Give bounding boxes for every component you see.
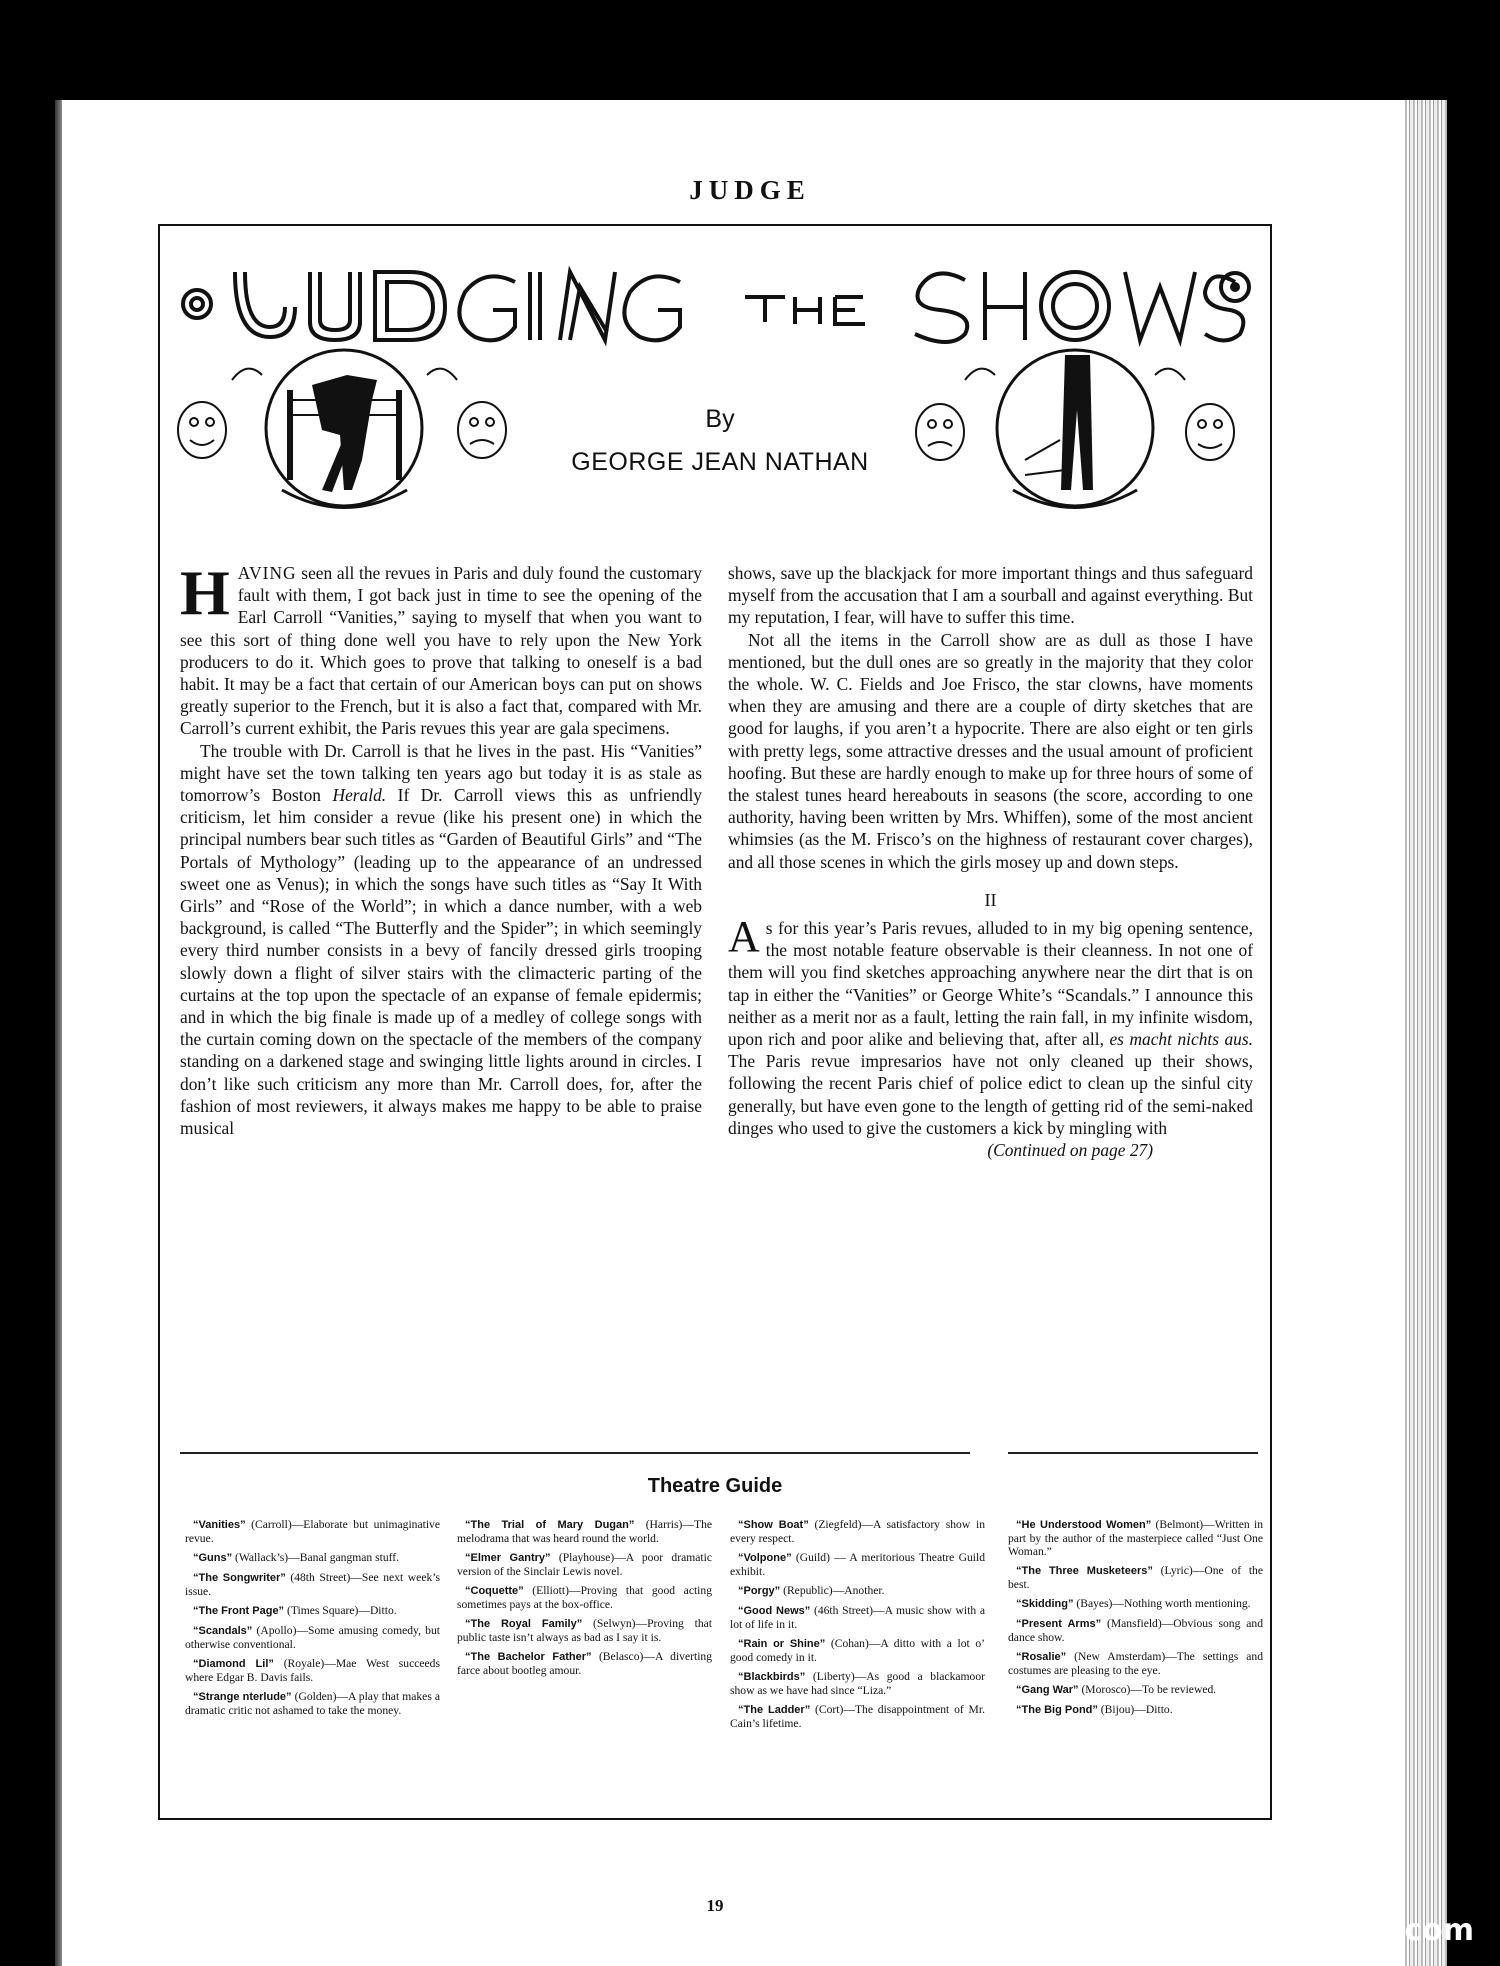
show-note: (46th Street)—A music show with a lot of life in it. [730,1604,985,1631]
article-column-left [180,557,702,1139]
show-title: “Good News” [738,1605,811,1617]
section-number: II [984,889,997,910]
show-title: “Skidding” [1016,1598,1074,1610]
show-note: (Cohan)—A ditto with a lot o’ good comedy in it. [730,1637,985,1664]
guide-entry [457,1617,712,1644]
show-title: “Volpone” [738,1552,792,1564]
byline-by: By [705,405,735,433]
guide-entry [457,1551,712,1578]
show-note: (Guild) — A meritorious Theatre Guild exhibit. [730,1551,985,1578]
show-title: “Gang War” [1016,1684,1079,1696]
paragraph-5-text-b: The Paris revue impresarios have not only cleaned up their shows, following the recent Paris chief of police edict to clean up the sinful city generally, but have even gone to the length of getting rid of the semi-naked dinges who used to give the customers a kick by mingling with [728,1051,1253,1138]
theatre-guide-title: Theatre Guide [647,1475,783,1497]
show-note: (New Amsterdam)—The settings and costumes are pleasing to the eye. [1008,1650,1263,1677]
author-name: GEORGE JEAN NATHAN [571,448,869,476]
guide-entry [1008,1650,1263,1677]
show-note: (Selwyn)—Proving that public taste isn’t always as bad as I say it is. [457,1617,712,1644]
lead-word: AVING [237,563,297,583]
paragraph-2 [180,740,702,1140]
guide-entry [457,1518,712,1545]
show-note: (Royale)—Mae West succeeds where Edgar B. Davis fails. [185,1657,440,1684]
guide-column-2 [457,1518,712,1683]
show-title: “The Big Pond” [1016,1704,1098,1716]
paragraph-2-text-b: If Dr. Carroll views this as unfriendly criticism, let him consider a revue (like his present one) in which the principal numbers bear such titles as “Garden of Beautiful Girls” and “The Portals of Mythology” (leading up to the appearance of an undressed sweet one as Venus); in which the songs have such titles as “Say It With Girls” and “Rose of the World”; in which a dance number, with a web background, is called “The Butterfly and the Spider”; in which seemingly every third number consists in a bevy of fancily dressed girls trooping slowly down a flight of silver stairs with the climacteric parting of the curtains at the top upon the spectacle of an expanse of female epidermis; and in which the big finale is made up of a medley of college songs with the curtain coming down on the spectacle of the members of the company standing on a darkened stage and swinging little lights around in circles. I don’t like such criticism any more than Mr. Carroll does, for, after the fashion of most reviewers, it always makes me happy to be able to praise musical [180,785,702,1139]
show-note: (Elliott)—Proving that good acting sometimes pays at the box-office. [457,1584,712,1611]
article-column-right [728,562,1253,1161]
guide-entry [1008,1703,1263,1717]
paragraph-5-text-a: s for this year’s Paris revues, alluded to in my big opening sentence, the most notable feature observable is their cleanness. In not one of them will you find sketches approaching anywhere near the dirt that is on tap in either the “Vanities” or George White’s “Scandals.” I announce this neither as a merit nor as a fault, letting the rain fall, in my infinite wisdom, upon rich and poor alike and believing that, after all, [728,918,1253,1050]
show-title: “Rain or Shine” [738,1638,826,1650]
guide-column-1 [185,1518,440,1723]
page-number: 19 [706,1896,724,1915]
show-note: (Liberty)—As good a blackamoor show as we have had since “Liza.” [730,1670,985,1697]
show-note: (Morosco)—To be reviewed. [1078,1683,1217,1696]
left-dancers-illustration [172,340,517,525]
guide-entry [730,1518,985,1545]
guide-entry [730,1551,985,1578]
guide-column-3 [730,1518,985,1736]
title-lettering [175,252,1255,352]
show-note: (Bayes)—Nothing worth mentioning. [1073,1597,1251,1610]
guide-entry [1008,1683,1263,1697]
show-note: (Times Square)—Ditto. [284,1604,397,1617]
guide-entry [1008,1564,1263,1591]
paragraph-3: shows, save up the blackjack for more important things and thus safeguard myself from the accusation that I am a sourball and against everything. But my reputation, I fear, will have to suffer this time. [728,563,1253,628]
show-title: “Scandals” [193,1625,253,1637]
show-title: “Vanities” [193,1519,246,1531]
guide-entry [1008,1597,1263,1611]
show-title: “Guns” [193,1552,233,1564]
guide-entry [1008,1617,1263,1644]
show-note: (48th Street)—See next week’s issue. [185,1571,440,1598]
guide-entry [185,1604,440,1618]
show-note: (Harris)—The melodrama that was heard round the world. [457,1518,713,1545]
show-title: “The Royal Family” [465,1618,583,1630]
show-title: “Strange nterlude” [193,1691,292,1703]
show-title: “Blackbirds” [738,1671,806,1683]
continued-note: (Continued on page 27) [987,1140,1153,1161]
show-title: “The Songwriter” [193,1572,286,1584]
guide-column-4 [1008,1518,1263,1723]
show-title: “The Three Musketeers” [1016,1565,1153,1577]
paragraph-4: Not all the items in the Carroll show are as dull as those I have mentioned, but the dull ones are so greatly in the majority that they color the whole. W. C. Fields and Joe Frisco, the star clowns, have moments when they are amusing and there are a couple of dirty sketches that are good for laughs, if you aren’t a hypocrite. There are also eight or ten girls with pretty legs, some attractive dresses and the usual amount of proficient hoofing. But these are hardly enough to make up for three hours of some of the stalest tunes heard hereabouts in seasons (the score, according to one authority, having been written by Mrs. Whiffen), some of the most ancient whimsies (as the M. Frisco’s on the highness of restaurant cover charges), and all those scenes in which the girls mosey up and down steps. [728,629,1253,872]
show-title: “Diamond Lil” [193,1658,274,1670]
guide-entry [730,1670,985,1697]
paragraph-5 [728,912,1253,1139]
show-title: “The Front Page” [193,1605,285,1617]
right-dancers-illustration [905,340,1250,525]
show-note: (Apollo)—Some amusing comedy, but otherwise conventional. [185,1624,440,1651]
guide-entry [457,1584,712,1611]
show-title: “Show Boat” [738,1519,809,1531]
show-title: “The Trial of Mary Dugan” [465,1519,635,1531]
guide-entry [457,1650,712,1677]
show-note: (Bijou)—Ditto. [1097,1703,1173,1716]
divider-rule-right [1008,1452,1258,1454]
show-note: (Cort)—The disappointment of Mr. Cain’s lifetime. [730,1703,985,1730]
byline [540,405,900,477]
paragraph-1-text: seen all the revues in Paris and duly found the customary fault with them, I got back just in time to see the opening of the Earl Carroll “Vanities,” saying to myself that when you want to see this sort of thing done well you have to rely upon the New York producers to do it. Which goes to prove that talking to oneself is a bad habit. It may be a fact that certain of our American boys can put on shows greatly superior to the French, but it is also a fact that, compared with Mr. Carroll’s current exhibit, the Paris revues this year are gala specimens. [180,563,702,739]
show-title: “Porgy” [738,1585,781,1597]
show-title: “The Bachelor Father” [465,1651,592,1663]
show-note: (Mansfield)—Obvious song and dance show. [1008,1617,1263,1644]
show-title: “Rosalie” [1016,1651,1067,1663]
guide-entry [185,1657,440,1684]
show-note: (Playhouse)—A poor dramatic version of the Sinclair Lewis novel. [457,1551,712,1578]
show-note: (Republic)—Another. [780,1584,885,1597]
show-note: (Belasco)—A diverting farce about bootleg amour. [457,1650,713,1677]
show-note: (Lyric)—One of the best. [1008,1564,1263,1591]
paragraph-2-text-a: The trouble with Dr. Carroll is that he lives in the past. His “Vanities” might have set the town talking ten years ago but today it is as stale as tomorrow’s Boston [180,740,702,806]
guide-entry [1008,1518,1263,1558]
guide-entry [185,1551,440,1565]
show-note: (Ziegfeld)—A satisfactory show in every respect. [730,1518,985,1545]
guide-entry [185,1690,440,1717]
show-note: (Belmont)—Written in part by the author of the masterpiece called “Just One Woman.” [1008,1518,1263,1558]
show-title: “Elmer Gantry” [465,1552,551,1564]
paragraph-5-italic: es macht nichts aus. [1109,1029,1253,1050]
guide-entry [185,1571,440,1598]
guide-entry [730,1604,985,1631]
watermark-text: comicbooks.com [1194,1913,1474,1948]
show-note: (Golden)—A play that makes a dramatic critic not ashamed to take the money. [185,1690,441,1717]
divider-rule [180,1452,970,1454]
drop-cap-2: A [728,912,760,962]
guide-entry [730,1584,985,1598]
running-head: JUDGE [689,175,811,205]
guide-entry [185,1518,440,1545]
drop-cap: H [180,557,230,628]
show-title: “The Ladder” [738,1704,811,1716]
show-title: “Present Arms” [1016,1618,1102,1630]
show-note: (Carroll)—Elaborate but unimaginative revue. [185,1518,440,1545]
show-title: “Coquette” [465,1585,524,1597]
page-stack-edge [1405,100,1447,1966]
guide-entry [185,1624,440,1651]
paragraph-1 [180,557,702,740]
show-title: “He Understood Women” [1016,1519,1152,1531]
guide-entry [730,1703,985,1730]
show-note: (Wallack’s)—Banal gangman stuff. [232,1551,400,1564]
paragraph-2-italic: Herald. [332,785,387,806]
guide-entry [730,1637,985,1664]
